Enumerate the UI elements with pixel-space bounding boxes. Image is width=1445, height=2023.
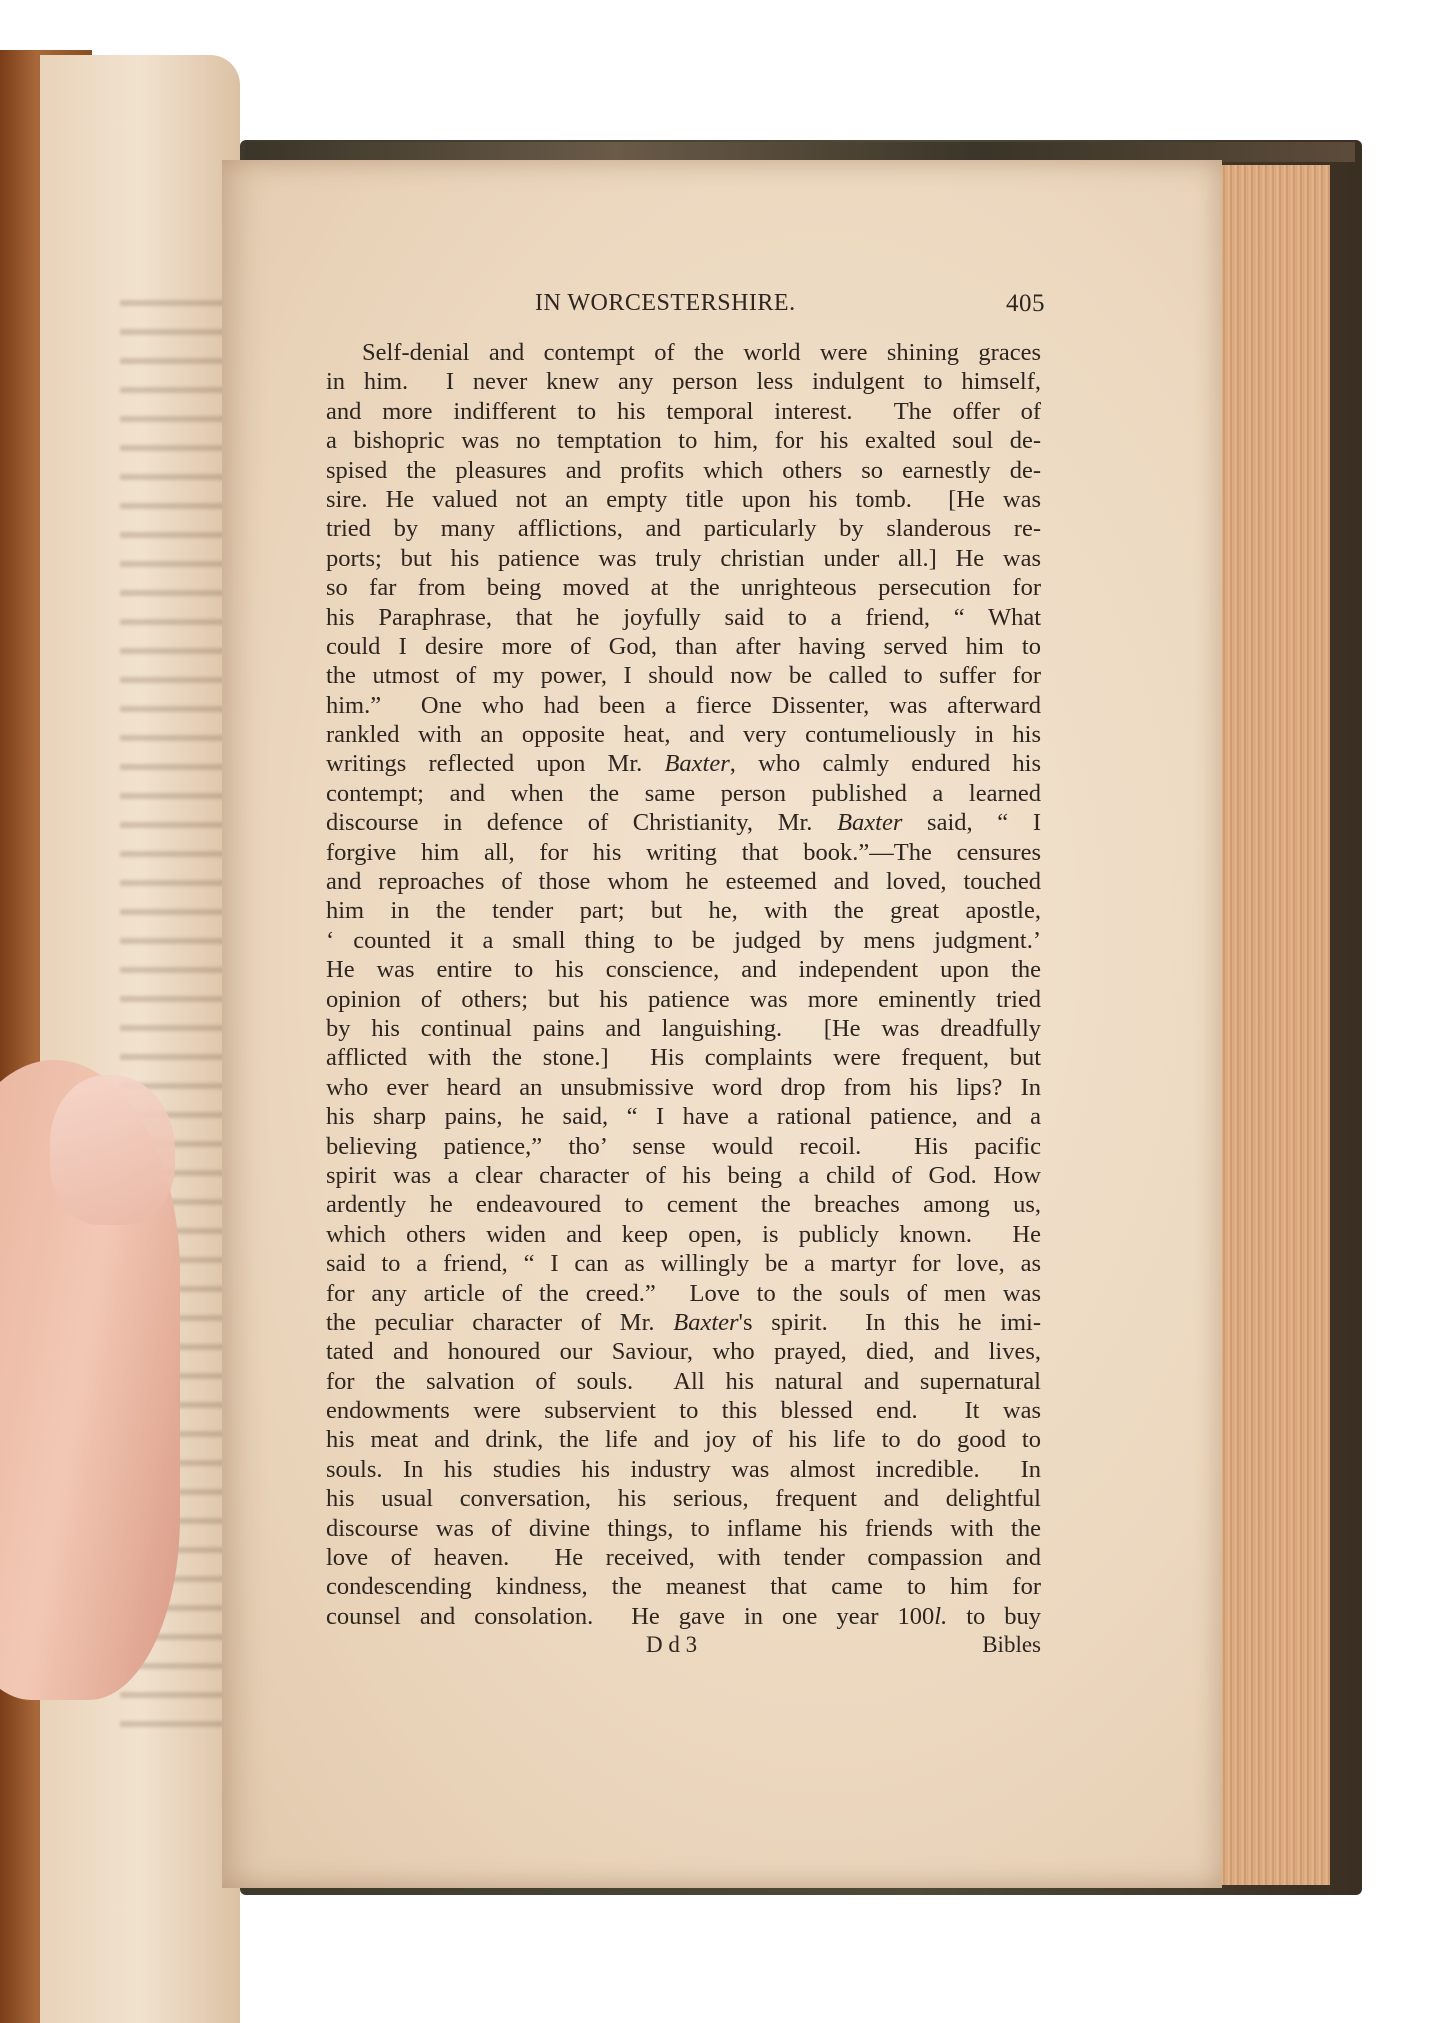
text-segment: and reproaches of those whom he esteemed and loved, touched <box>326 868 1041 896</box>
text-segment: his usual conversation, his serious, frequent and delightful <box>326 1485 1041 1513</box>
text-segment: him.” One who had been a fierce Dissenter, was afterward <box>326 691 1041 719</box>
text-segment: ports; but his patience was truly christian under all.] He was <box>326 544 1041 572</box>
text-segment: discourse in defence of Christianity, Mr. <box>326 809 838 837</box>
text-line <box>326 720 1041 749</box>
running-header <box>535 290 1045 320</box>
text-segment: condescending kindness, the meanest that came to him for <box>326 1573 1041 1601</box>
text-line <box>326 1190 1041 1219</box>
text-line <box>326 1279 1041 1308</box>
text-segment: spirit was a clear character of his being a child of God. How <box>326 1161 1041 1189</box>
signature-mark: D d 3 <box>646 1632 698 1657</box>
text-segment: him in the tender part; but he, with the great apostle, <box>326 897 1041 925</box>
text-line <box>326 1073 1041 1102</box>
text-segment: so far from being moved at the unrighteous persecution for <box>326 574 1041 602</box>
text-segment: souls. In his studies his industry was almost incredible. In <box>326 1455 1041 1483</box>
text-line <box>326 867 1041 896</box>
text-segment: for the salvation of souls. All his natural and supernatural <box>326 1367 1041 1395</box>
text-segment: in him. I never knew any person less indulgent to himself, <box>326 368 1041 396</box>
text-segment: for any article of the creed.” Love to the souls of men was <box>326 1279 1041 1307</box>
running-title: IN WORCESTERSHIRE. <box>535 290 796 316</box>
text-segment: tated and honoured our Saviour, who prayed, died, and lives, <box>326 1338 1041 1366</box>
text-line <box>326 661 1041 690</box>
text-segment: the utmost of my power, I should now be called to suffer for <box>326 662 1041 690</box>
catchword: Bibles <box>982 1632 1041 1657</box>
text-line <box>326 426 1041 455</box>
text-line <box>326 1602 1041 1631</box>
text-segment: tried by many afflictions, and particularly by slanderous re- <box>326 515 1041 543</box>
book-cover-top <box>245 142 1355 162</box>
text-line <box>326 808 1041 837</box>
text-segment: 's spirit. In this he imi- <box>738 1308 1041 1336</box>
text-line <box>326 838 1041 867</box>
thumbnail <box>50 1075 175 1225</box>
text-line <box>326 1102 1041 1131</box>
text-segment: counsel and consolation. He gave in one year 100 <box>326 1602 935 1630</box>
text-segment: believing patience,” tho’ sense would recoil. His pacific <box>326 1132 1041 1160</box>
text-line <box>326 514 1041 543</box>
text-line <box>326 397 1041 426</box>
text-line <box>326 1249 1041 1278</box>
text-segment: endowments were subservient to this blessed end. It was <box>326 1397 1041 1425</box>
text-segment: by his continual pains and languishing. [He was dreadfully <box>326 1014 1041 1042</box>
text-line <box>326 1337 1041 1366</box>
page-fore-edge <box>1212 165 1330 1885</box>
italic-text: Baxter <box>664 750 730 778</box>
text-segment: ‘ counted it a small thing to be judged by mens judgment.’ <box>326 926 1041 954</box>
text-segment: and more indifferent to his temporal interest. The offer of <box>326 397 1041 425</box>
text-line <box>326 1425 1041 1454</box>
text-segment: said to a friend, “ I can as willingly be a martyr for love, as <box>326 1250 1041 1278</box>
text-segment: Self-denial and contempt of the world were shining graces <box>362 339 1041 366</box>
text-segment: a bishopric was no temptation to him, for his exalted soul de- <box>326 427 1041 455</box>
text-line <box>326 1514 1041 1543</box>
italic-text: l. <box>934 1602 948 1630</box>
text-line <box>326 691 1041 720</box>
text-line <box>326 338 1041 367</box>
text-line <box>326 926 1041 955</box>
text-line <box>326 1132 1041 1161</box>
text-line <box>326 1161 1041 1190</box>
text-segment: to buy <box>947 1602 1041 1630</box>
text-line <box>326 955 1041 984</box>
text-line <box>326 1455 1041 1484</box>
text-line <box>326 1396 1041 1425</box>
text-line <box>326 573 1041 602</box>
text-segment: forgive him all, for his writing that book.”—The censures <box>326 838 1041 866</box>
text-segment: the peculiar character of Mr. <box>326 1308 674 1336</box>
text-line <box>326 896 1041 925</box>
italic-text: Baxter <box>673 1308 739 1336</box>
page-body-text <box>326 338 1041 1631</box>
text-segment: opinion of others; but his patience was more eminently tried <box>326 985 1041 1013</box>
text-segment: love of heaven. He received, with tender compassion and <box>326 1544 1041 1572</box>
text-segment: spised the pleasures and profits which others so earnestly de- <box>326 456 1041 484</box>
text-line <box>326 779 1041 808</box>
text-line <box>326 1484 1041 1513</box>
text-line <box>326 603 1041 632</box>
text-segment: could I desire more of God, than after having served him to <box>326 632 1041 660</box>
text-line <box>326 1572 1041 1601</box>
text-line <box>326 1220 1041 1249</box>
text-line <box>326 367 1041 396</box>
text-segment: his Paraphrase, that he joyfully said to a friend, “ What <box>326 603 1041 631</box>
text-line <box>326 1367 1041 1396</box>
text-segment: contempt; and when the same person published a learned <box>326 779 1041 807</box>
page-number: 405 <box>1006 290 1045 317</box>
text-line <box>326 456 1041 485</box>
text-segment: who ever heard an unsubmissive word drop from his lips? In <box>326 1073 1041 1101</box>
text-segment: afflicted with the stone.] His complaints were frequent, but <box>326 1044 1041 1072</box>
text-line <box>326 1014 1041 1043</box>
text-line <box>326 1308 1041 1337</box>
text-segment: his meat and drink, the life and joy of his life to do good to <box>326 1426 1041 1454</box>
text-line <box>326 632 1041 661</box>
text-segment: , who calmly endured his <box>729 750 1041 778</box>
text-segment: rankled with an opposite heat, and very contumeliously in his <box>326 721 1041 749</box>
text-segment: discourse was of divine things, to inflame his friends with the <box>326 1514 1041 1542</box>
text-line <box>326 749 1041 778</box>
text-line <box>326 485 1041 514</box>
text-segment: ardently he endeavoured to cement the breaches among us, <box>326 1191 1041 1219</box>
text-line <box>326 985 1041 1014</box>
text-line <box>326 544 1041 573</box>
text-segment: said, “ I <box>902 809 1041 837</box>
text-segment: He was entire to his conscience, and independent upon the <box>326 956 1041 984</box>
text-line <box>326 1043 1041 1072</box>
text-segment: his sharp pains, he said, “ I have a rational patience, and a <box>326 1103 1041 1131</box>
page-footer <box>326 1632 1041 1662</box>
text-line <box>326 1543 1041 1572</box>
text-segment: sire. He valued not an empty title upon his tomb. [He was <box>326 485 1041 513</box>
text-segment: writings reflected upon Mr. <box>326 750 665 778</box>
italic-text: Baxter <box>837 809 903 837</box>
text-segment: which others widen and keep open, is publicly known. He <box>326 1220 1041 1248</box>
